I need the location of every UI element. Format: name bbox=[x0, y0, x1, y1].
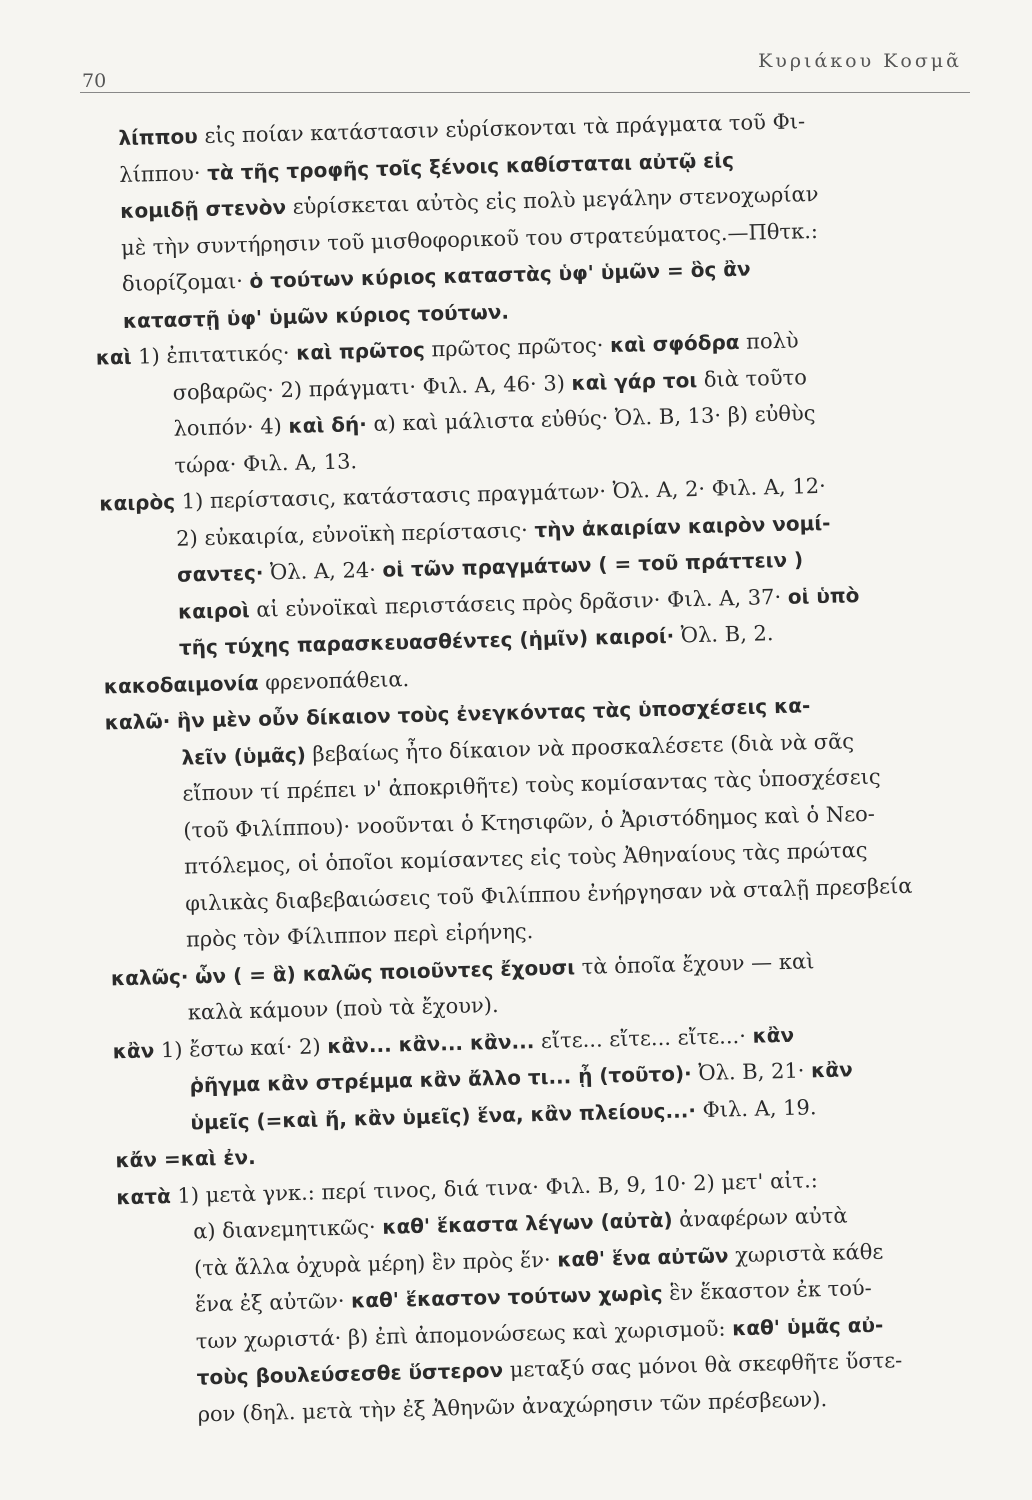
bold-phrase: τὰ τῆς τροφῆς τοῖς ξένοις καθίσταται αὐτῷ εἰς bbox=[206, 147, 735, 185]
bold-phrase: τῆς τύχης παρασκευασθέντες (ἡμῖν) καιροί· bbox=[178, 623, 675, 660]
bold-phrase: οἱ ὑπὸ bbox=[787, 582, 860, 609]
text-run: πρὸς τὸν Φίλιππον περὶ εἰρήνης. bbox=[185, 919, 534, 952]
page-number: 70 bbox=[82, 70, 107, 92]
text-run: Ὀλ. Α, 24· bbox=[263, 557, 383, 585]
bold-phrase: ὑμεῖς (=καὶ ἤ, κἂν ὑμεῖς) ἕνα, κἂν πλείους...· bbox=[190, 1097, 697, 1135]
text-run: ρον (δηλ. μετὰ τὴν ἐξ Ἀθηνῶν ἀναχώρησιν τῶν πρέσβεων). bbox=[197, 1386, 828, 1426]
text-run: Ὀλ. Β, 21· bbox=[691, 1058, 812, 1086]
bold-phrase: καὶ δή· bbox=[288, 412, 368, 438]
text-run: Φιλ. Α, 19. bbox=[695, 1094, 817, 1122]
text-run: 1) ἐπιτατικός· bbox=[131, 340, 297, 369]
glossary-text bbox=[95, 99, 1010, 1434]
bold-phrase: κἂν bbox=[810, 1057, 853, 1083]
text-run: ἀναφέρων αὐτὰ bbox=[672, 1203, 848, 1232]
bold-phrase: καὶ πρῶτος bbox=[295, 337, 426, 365]
text-run: διὰ τοῦτο bbox=[696, 364, 808, 392]
text-run: μὲ τὴν συντήρησιν τοῦ μισθοφορικοῦ του στρατεύματος.—Πθτκ.: bbox=[120, 218, 819, 260]
text-run: α) καὶ μάλιστα εὐθύς· Ὀλ. Β, 13· β) εὐθὺς bbox=[366, 401, 816, 437]
bold-phrase: καθ' ὑμᾶς αὐ- bbox=[731, 1312, 884, 1340]
header-rule bbox=[80, 92, 970, 93]
text-run: καλὰ κάμουν (ποὺ τὰ ἔχουν). bbox=[187, 992, 499, 1025]
bold-phrase: καλῶς· bbox=[110, 964, 189, 990]
text-run: λοιπόν· 4) bbox=[173, 413, 289, 441]
text-run: φιλικὰς διαβεβαιώσεις τοῦ Φιλίππου ἐνήργησαν νὰ σταλῇ πρεσβεία bbox=[184, 873, 913, 916]
bold-phrase: καλῶ· bbox=[104, 708, 171, 735]
text-run: ἓν ἕκαστον ἐκ τού- bbox=[662, 1275, 872, 1306]
bold-phrase: καὶ σφόδρα bbox=[609, 329, 740, 358]
running-title: Κυριάκου Κοσμᾶ bbox=[758, 50, 962, 72]
bold-phrase: ἣν μὲν οὖν δίκαιον τοὺς ἐνεγκόντας τὰς ὑποσχέσεις κα- bbox=[176, 693, 811, 733]
bold-phrase: καθ' ἕκαστον τούτων χωρὶς bbox=[350, 1281, 663, 1313]
bold-phrase: κατὰ bbox=[116, 1183, 172, 1209]
bold-phrase: κακοδαιμονία bbox=[103, 670, 259, 699]
bold-phrase: καιροὶ bbox=[177, 597, 250, 624]
text-run: διορίζομαι· bbox=[121, 268, 250, 296]
bold-phrase: κομιδῇ στενὸν bbox=[119, 194, 287, 223]
bold-phrase: τὴν ἀκαιρίαν καιρὸν νομί- bbox=[534, 510, 831, 542]
bold-phrase: κἄν =καὶ ἐν. bbox=[115, 1144, 257, 1173]
text-run: σοβαρῶς· 2) πράγματι· Φιλ. Α, 46· 3) bbox=[172, 370, 572, 405]
text-run: εἴπουν τί πρέπει ν' ἀποκριθῆτε) τοὺς κομίσαντας τὰς ὑποσχέσεις bbox=[182, 764, 881, 806]
text-run: εἰς ποίαν κατάστασιν εὑρίσκονται τὰ πράγματα τοῦ Φι- bbox=[197, 109, 806, 149]
text-run: πρῶτος πρῶτος· bbox=[424, 333, 611, 362]
text-run: των χωριστά· β) ἐπὶ ἀπομονώσεως καὶ χωρισμοῦ: bbox=[195, 1315, 733, 1353]
bold-phrase: καὶ γάρ τοι bbox=[571, 367, 698, 395]
bold-phrase: ῥῆγμα κἂν στρέμμα κἂν ἄλλο τι... ᾖ (τοῦτο)· bbox=[189, 1061, 693, 1098]
text-run: 1) ἔστω καί· 2) bbox=[154, 1033, 328, 1062]
bold-phrase: λεῖν (ὑμᾶς) bbox=[181, 742, 307, 770]
bold-phrase: ὁ τούτων κύριος καταστὰς ὑφ' ὑμῶν = ὃς ἂν bbox=[249, 256, 751, 293]
text-run: Ὀλ. Β, 2. bbox=[673, 621, 774, 648]
text-run: α) διανεμητικῶς· bbox=[192, 1214, 383, 1244]
text-run: 1) μετὰ γνκ.: περί τινος, διά τινα· Φιλ. Β, 9, 10· 2) μετ' αἰτ.: bbox=[170, 1167, 819, 1208]
bold-phrase: ὧν ( = ἃ) καλῶς ποιοῦντες ἔχουσι bbox=[194, 954, 576, 988]
text-run: 1) περίστασις, κατάστασις πραγμάτων· Ὀλ. Α, 2· Φιλ. Α, 12· bbox=[174, 473, 827, 514]
bold-phrase: λίππου bbox=[118, 124, 199, 150]
bold-phrase: σαντες· bbox=[176, 560, 264, 587]
text-run: (τὰ ἄλλα ὀχυρὰ μέρη) ἓν πρὸς ἕν· bbox=[193, 1247, 558, 1280]
text-run: εὑρίσκεται αὐτὸς εἰς πολὺ μεγάλην στενοχωρίαν bbox=[285, 181, 819, 219]
bold-phrase: κἂν bbox=[112, 1037, 155, 1063]
bold-phrase: κἂν bbox=[752, 1022, 795, 1048]
text-run: (τοῦ Φιλίππου)· νοοῦνται ὁ Κτησιφῶν, ὁ Ἀριστόδημος καὶ ὁ Νεο- bbox=[183, 801, 876, 843]
text-run: τώρα· Φιλ. Α, 13. bbox=[174, 448, 358, 478]
text-run: χωριστὰ κάθε bbox=[728, 1239, 884, 1267]
text-run: πτόλεμος, οἱ ὁποῖοι κομίσαντες εἰς τοὺς Ἀθηναίους τὰς πρώτας bbox=[183, 837, 868, 879]
text-run: φρενοπάθεια. bbox=[258, 666, 410, 695]
bold-phrase: καθ' ἕνα αὐτῶν bbox=[556, 1242, 729, 1272]
bold-phrase: καὶ bbox=[95, 344, 132, 370]
text-run: πολὺ bbox=[739, 328, 799, 354]
text-run: μεταξύ σας μόνοι θὰ σκεφθῆτε ὕστε- bbox=[502, 1348, 903, 1382]
bold-phrase: καιρὸς bbox=[99, 489, 176, 516]
text-run: αἱ εὐνοϊκαὶ περιστάσεις πρὸς δρᾶσιν· Φιλ. Α, 37· bbox=[249, 584, 789, 622]
bold-phrase: τοὺς βουλεύσεσθε ὕστερον bbox=[196, 1357, 504, 1390]
text-run: βεβαίως ἦτο δίκαιον νὰ προσκαλέσετε (διὰ νὰ σᾶς bbox=[305, 728, 855, 767]
text-run: λίππου· bbox=[119, 160, 208, 187]
text-run: τὰ ὁποῖα ἔχουν — καὶ bbox=[574, 948, 815, 979]
text-run: εἴτε... εἴτε... εἴτε...· bbox=[533, 1023, 753, 1053]
bold-phrase: καταστῇ ὑφ' ὑμῶν κύριος τούτων. bbox=[122, 299, 510, 333]
bold-phrase: οἱ τῶν πραγμάτων ( = τοῦ πράττειν ) bbox=[382, 547, 804, 582]
bold-phrase: καθ' ἕκαστα λέγων (αὐτὰ) bbox=[382, 1207, 673, 1239]
text-run: 2) εὐκαιρία, εὐνοϊκὴ περίστασις· bbox=[175, 517, 535, 551]
text-run: ἕνα ἐξ αὐτῶν· bbox=[194, 1288, 352, 1317]
bold-phrase: κἂν... κἂν... κἂν... bbox=[327, 1028, 535, 1058]
